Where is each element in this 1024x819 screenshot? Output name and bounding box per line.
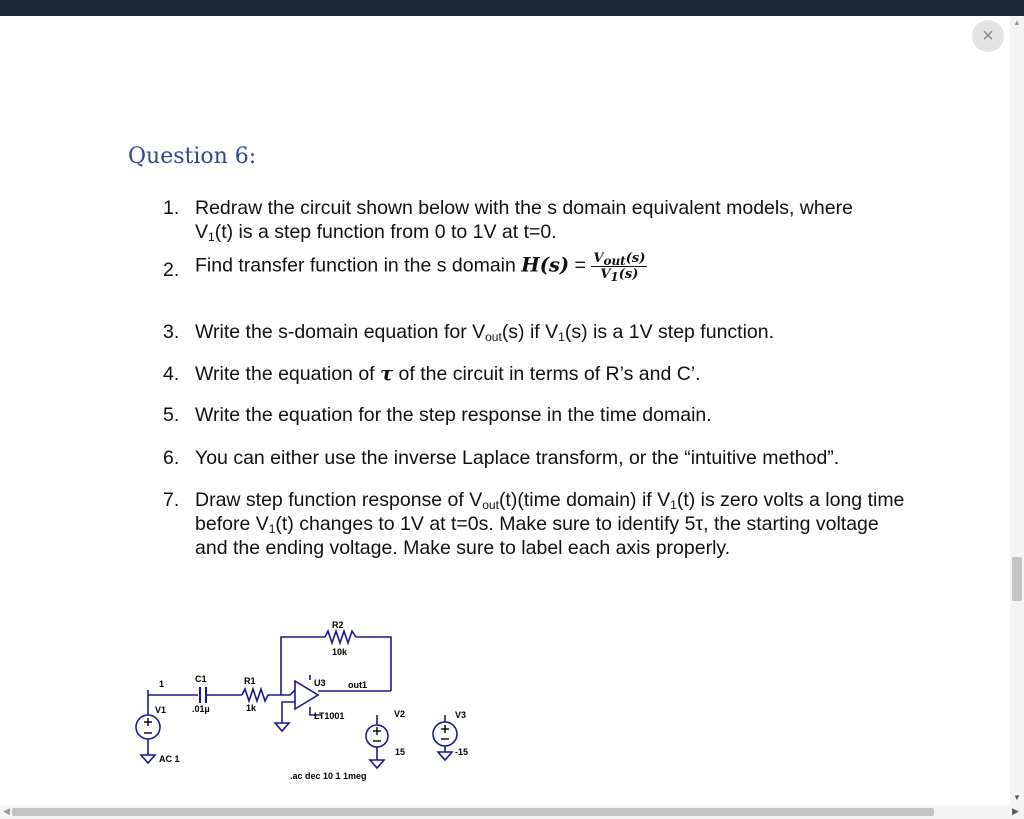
transfer-fraction: $\frac{V_{out}(s)}{V_1(s)}$ xyxy=(593,251,646,284)
c1-value: .01µ xyxy=(192,704,210,714)
v2-value: 15 xyxy=(395,747,406,757)
item-text: Draw step function response of $V_{out}(t)(time$ domain) if $V_1(t)$ is zero volts a long time before $V_1(t)$ changes to 1V at t=0s. Make sure to identify 5τ, the starting voltage and the ending voltage. Make sure to label each axis properly. xyxy=(195,489,905,559)
tau-symbol: τ xyxy=(380,362,394,385)
item-text: Find transfer function in the s domain H(s) = $\frac{V_{out}(s)}{V_1(s)}$ xyxy=(195,251,646,284)
ground-v1-icon xyxy=(141,755,155,763)
item-number: 3. xyxy=(163,321,180,343)
ground-plus-input-icon xyxy=(275,723,289,731)
v2-label: V2 xyxy=(394,709,406,719)
r2-value: 10k xyxy=(332,647,348,657)
item-number: 2. xyxy=(163,259,180,281)
ground-v2-icon xyxy=(370,760,384,768)
item-text: Write the s-domain equation for $V_{out}(s)$ if $V_1(s)$ is a 1V step function. xyxy=(195,321,775,344)
c1-label: C1 xyxy=(195,674,207,684)
source-polarity-marks xyxy=(144,718,449,741)
horizontal-scrollbar[interactable] xyxy=(0,805,1024,819)
v1-label: V1 xyxy=(155,705,167,715)
spice-directive: .ac dec 10 1 1meg xyxy=(290,771,367,781)
resistor-r2 xyxy=(325,631,356,643)
item-text: Write the equation of τ of the circuit in terms of R’s and C’. xyxy=(195,362,701,385)
top-bar xyxy=(0,0,1024,16)
r2-label: R2 xyxy=(332,620,344,630)
scroll-down-icon[interactable]: ▼ xyxy=(1013,793,1021,802)
v1-value: AC 1 xyxy=(159,754,180,764)
scroll-right-icon[interactable]: ▶ xyxy=(1012,806,1019,816)
out-label: out1 xyxy=(348,680,367,690)
item-number: 4. xyxy=(163,363,180,385)
horizontal-scroll-thumb[interactable] xyxy=(12,808,934,816)
item-text: Write the equation for the step response in the time domain. xyxy=(195,404,712,426)
item-number: 5. xyxy=(163,404,180,426)
item-number: 1. xyxy=(163,197,180,219)
item-text: Redraw the circuit shown below with the s domain equivalent models, where $V_1(t)$ is a step function from 0 to 1V at t=0. xyxy=(195,197,853,244)
capacitor-c1 xyxy=(200,687,206,703)
item-text: You can either use the inverse Laplace transform, or the “intuitive method”. xyxy=(195,447,840,469)
v3-label: V3 xyxy=(455,710,467,720)
scroll-left-icon[interactable]: ◀ xyxy=(3,806,10,816)
u3-label: U3 xyxy=(314,678,326,688)
v3-value: -15 xyxy=(455,747,469,757)
scroll-up-icon[interactable]: ▲ xyxy=(1013,18,1021,27)
vertical-scrollbar[interactable] xyxy=(1010,16,1024,805)
node1-label: 1 xyxy=(159,679,165,689)
question-title: Question 6: xyxy=(128,144,257,169)
ground-v3-icon xyxy=(438,752,452,760)
resistor-r1 xyxy=(242,689,270,701)
r1-value: 1k xyxy=(246,703,257,713)
r1-label: R1 xyxy=(244,676,256,686)
item-number: 6. xyxy=(163,447,180,469)
opamp-model: LT1001 xyxy=(314,711,345,721)
math-h-of-s: H(s) xyxy=(521,253,570,277)
circuit-schematic xyxy=(130,615,490,790)
item-number: 7. xyxy=(163,489,180,511)
close-button[interactable] xyxy=(972,20,1004,52)
vertical-scroll-thumb[interactable] xyxy=(1012,557,1022,601)
close-icon: × xyxy=(982,25,994,47)
